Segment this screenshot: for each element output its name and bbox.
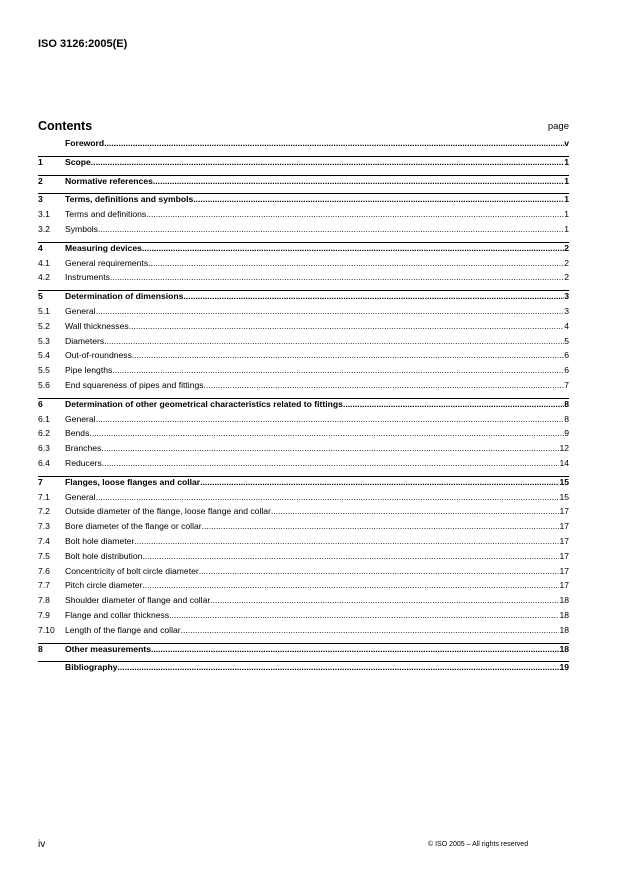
toc-entry[interactable] [38,610,569,625]
toc-entry[interactable] [38,138,569,153]
toc-entry[interactable] [38,224,569,239]
toc-entry-number: 4.2 [38,272,50,283]
toc-entry-leader [134,536,559,546]
toc-entry-number: 5.2 [38,320,50,331]
toc-entry[interactable] [38,521,569,536]
toc-entry-page: 17 [559,521,569,532]
toc-entry-number: 7.8 [38,595,50,606]
toc-entry[interactable] [38,492,569,507]
toc-entry-title: Scope [65,156,91,167]
toc-entry-title: Bolt hole diameter [65,535,135,546]
toc-entry-page: 1 [564,209,569,220]
toc-entry-number: 3.1 [38,209,50,220]
toc-entry-page: 8 [564,413,569,424]
toc-entry-title: Symbols [65,223,98,234]
toc-entry-title: Out-of-roundness [65,350,132,361]
toc-entry-title: Pipe lengths [65,365,113,376]
toc-entry-page: 17 [559,580,569,591]
toc-entry-number: 5.4 [38,350,50,361]
table-of-contents [38,138,569,677]
toc-entry-title: Bolt hole distribution [65,550,143,561]
toc-entry-leader [101,443,559,453]
toc-entry-leader [91,157,564,167]
toc-entry-leader [102,458,560,468]
toc-entry-leader [183,291,564,301]
toc-entry-page: 18 [559,595,569,606]
toc-entry-title: Flange and collar thickness [65,609,170,620]
toc-entry-title: Normative references [65,175,153,186]
toc-entry-title: Foreword [65,138,105,148]
toc-entry-leader [151,644,559,654]
toc-entry-title: General [65,413,96,424]
toc-entry-number: 7.3 [38,521,50,532]
toc-entry[interactable] [38,506,569,521]
toc-entry-number: 2 [38,175,43,186]
toc-entry-number: 5.6 [38,379,50,390]
toc-entry-title: Outside diameter of the flange, loose flange and collar [65,506,271,517]
toc-entry[interactable] [38,272,569,287]
toc-entry-page: 12 [559,443,569,454]
toc-entry[interactable] [38,242,569,258]
toc-entry[interactable] [38,551,569,566]
toc-entry-title: Concentricity of bolt circle diameter [65,565,199,576]
toc-entry-leader [210,595,559,605]
toc-entry-title: Diameters [65,335,105,346]
toc-entry-leader [153,176,564,186]
toc-entry-number: 6.4 [38,457,50,468]
toc-entry[interactable] [38,458,569,473]
toc-entry-leader [146,209,564,219]
toc-entry-page: 1 [564,156,569,167]
toc-entry-number: 1 [38,156,43,167]
toc-entry-title: Bibliography [65,662,118,673]
toc-entry-page: 14 [559,457,569,468]
toc-entry-number: 7.4 [38,535,50,546]
toc-entry-number: 4 [38,242,43,253]
toc-entry-page: 8 [564,398,569,409]
toc-entry-title: Bends [65,428,90,439]
toc-entry-leader [199,566,560,576]
toc-entry[interactable] [38,175,569,191]
toc-entry[interactable] [38,443,569,458]
toc-entry-page: 6 [564,365,569,376]
toc-entry-leader [142,580,559,590]
toc-entry[interactable] [38,580,569,595]
toc-entry-leader [118,662,560,672]
toc-entry-number: 8 [38,643,43,654]
toc-entry-title: Determination of dimensions [65,291,184,302]
toc-entry-number: 3 [38,194,43,205]
toc-entry-title: Pitch circle diameter [65,580,143,591]
toc-entry-number: 6.2 [38,428,50,439]
toc-entry-page: 18 [559,624,569,635]
toc-entry-title: Terms, definitions and symbols [65,194,194,205]
toc-entry-leader [204,380,565,390]
document-id: ISO 3126:2005(E) [38,38,128,50]
toc-entry-title: Shoulder diameter of flange and collar [65,595,211,606]
page-column-label: page [547,121,569,132]
toc-entry-number: 5 [38,291,43,302]
toc-entry-page: 5 [564,335,569,346]
toc-entry-page: 7 [564,379,569,390]
toc-entry-page: 9 [564,428,569,439]
toc-entry-page: 15 [559,491,569,502]
toc-entry-page: 6 [564,350,569,361]
toc-entry-leader [110,272,564,282]
toc-entry[interactable] [38,476,569,492]
toc-entry-page: 3 [564,291,569,302]
toc-entry-page: 19 [559,662,569,673]
toc-entry[interactable] [38,643,569,659]
toc-entry-page: 18 [559,643,569,654]
toc-entry-leader [98,224,564,234]
toc-entry[interactable] [38,306,569,321]
toc-entry-leader [89,428,564,438]
toc-entry-number: 7.6 [38,565,50,576]
toc-entry[interactable] [38,595,569,610]
toc-entry-leader [112,365,564,375]
toc-entry-page: 2 [564,272,569,283]
toc-entry-page: 2 [564,257,569,268]
toc-entry[interactable] [38,290,569,306]
toc-entry-leader [181,625,560,635]
toc-entry-page: 4 [564,320,569,331]
toc-entry[interactable] [38,258,569,273]
toc-entry-title: Wall thicknesses [65,320,129,331]
toc-entry-leader [142,551,559,561]
toc-entry[interactable] [38,193,569,209]
toc-entry-leader [148,258,564,268]
toc-entry-number: 7.9 [38,609,50,620]
toc-entry[interactable] [38,414,569,429]
toc-entry-title: General [65,305,96,316]
toc-entry-page: 17 [559,535,569,546]
copyright-notice: © ISO 2005 – All rights reserved [428,841,529,848]
toc-entry-title: Determination of other geometrical characteristics related to fittings [65,398,343,409]
toc-entry-page: 17 [559,550,569,561]
toc-entry[interactable] [38,625,569,640]
toc-entry-leader [343,399,564,409]
toc-entry[interactable] [38,398,569,414]
toc-entry-title: General [65,491,96,502]
toc-entry[interactable] [38,321,569,336]
toc-entry[interactable] [38,350,569,365]
toc-entry-number: 7.5 [38,550,50,561]
toc-entry[interactable] [38,365,569,380]
toc-entry-leader [104,336,564,346]
toc-entry-leader [202,521,560,531]
toc-entry-number: 7 [38,476,43,487]
toc-entry[interactable] [38,661,569,677]
toc-entry-leader [200,477,559,487]
toc-entry-title: Measuring devices [65,242,142,253]
toc-entry-number: 7.10 [38,624,55,635]
toc-entry-number: 6.1 [38,413,50,424]
toc-entry[interactable] [38,380,569,395]
toc-entry-number: 7.2 [38,506,50,517]
page-number: iv [38,839,46,850]
toc-entry-title: End squareness of pipes and fittings [65,379,204,390]
toc-entry-number: 7.1 [38,491,50,502]
toc-entry-leader [96,492,560,502]
toc-entry-title: Bore diameter of the flange or collar [65,521,202,532]
toc-entry-page: v [564,138,569,148]
toc-entry-title: General requirements [65,257,149,268]
toc-entry-number: 3.2 [38,223,50,234]
toc-entry-title: Branches [65,443,102,454]
toc-entry[interactable] [38,336,569,351]
toc-entry-title: Flanges, loose flanges and collar [65,476,201,487]
toc-entry-page: 1 [564,223,569,234]
toc-entry-leader [142,243,564,253]
toc-entry-number: 4.1 [38,257,50,268]
toc-entry-leader [193,194,564,204]
toc-entry-title: Length of the flange and collar [65,624,181,635]
toc-entry-page: 18 [559,609,569,620]
toc-entry[interactable] [38,566,569,581]
toc-entry-page: 3 [564,305,569,316]
toc-entry-title: Other measurements [65,643,151,654]
toc-entry-number: 6 [38,398,43,409]
toc-entry[interactable] [38,209,569,224]
toc-entry-number: 5.1 [38,305,50,316]
toc-entry-number: 5.3 [38,335,50,346]
toc-entry-number: 5.5 [38,365,50,376]
toc-entry[interactable] [38,156,569,172]
toc-entry-leader [271,506,560,516]
toc-entry-page: 1 [564,175,569,186]
toc-entry-page: 15 [559,476,569,487]
toc-entry-leader [96,306,565,316]
toc-entry-page: 17 [559,506,569,517]
toc-entry[interactable] [38,536,569,551]
toc-entry-leader [96,414,565,424]
toc-entry-title: Reducers [65,457,102,468]
toc-entry-title: Instruments [65,272,110,283]
toc-entry-leader [129,321,565,331]
toc-entry-page: 17 [559,565,569,576]
toc-entry-leader [104,138,564,148]
contents-heading: Contents [38,119,93,133]
toc-entry-page: 1 [564,194,569,205]
toc-entry-title: Terms and definitions [65,209,147,220]
toc-entry-leader [169,610,559,620]
toc-entry-number: 6.3 [38,443,50,454]
toc-entry-page: 2 [564,242,569,253]
toc-entry-number: 7.7 [38,580,50,591]
toc-entry[interactable] [38,428,569,443]
toc-entry-leader [132,350,564,360]
